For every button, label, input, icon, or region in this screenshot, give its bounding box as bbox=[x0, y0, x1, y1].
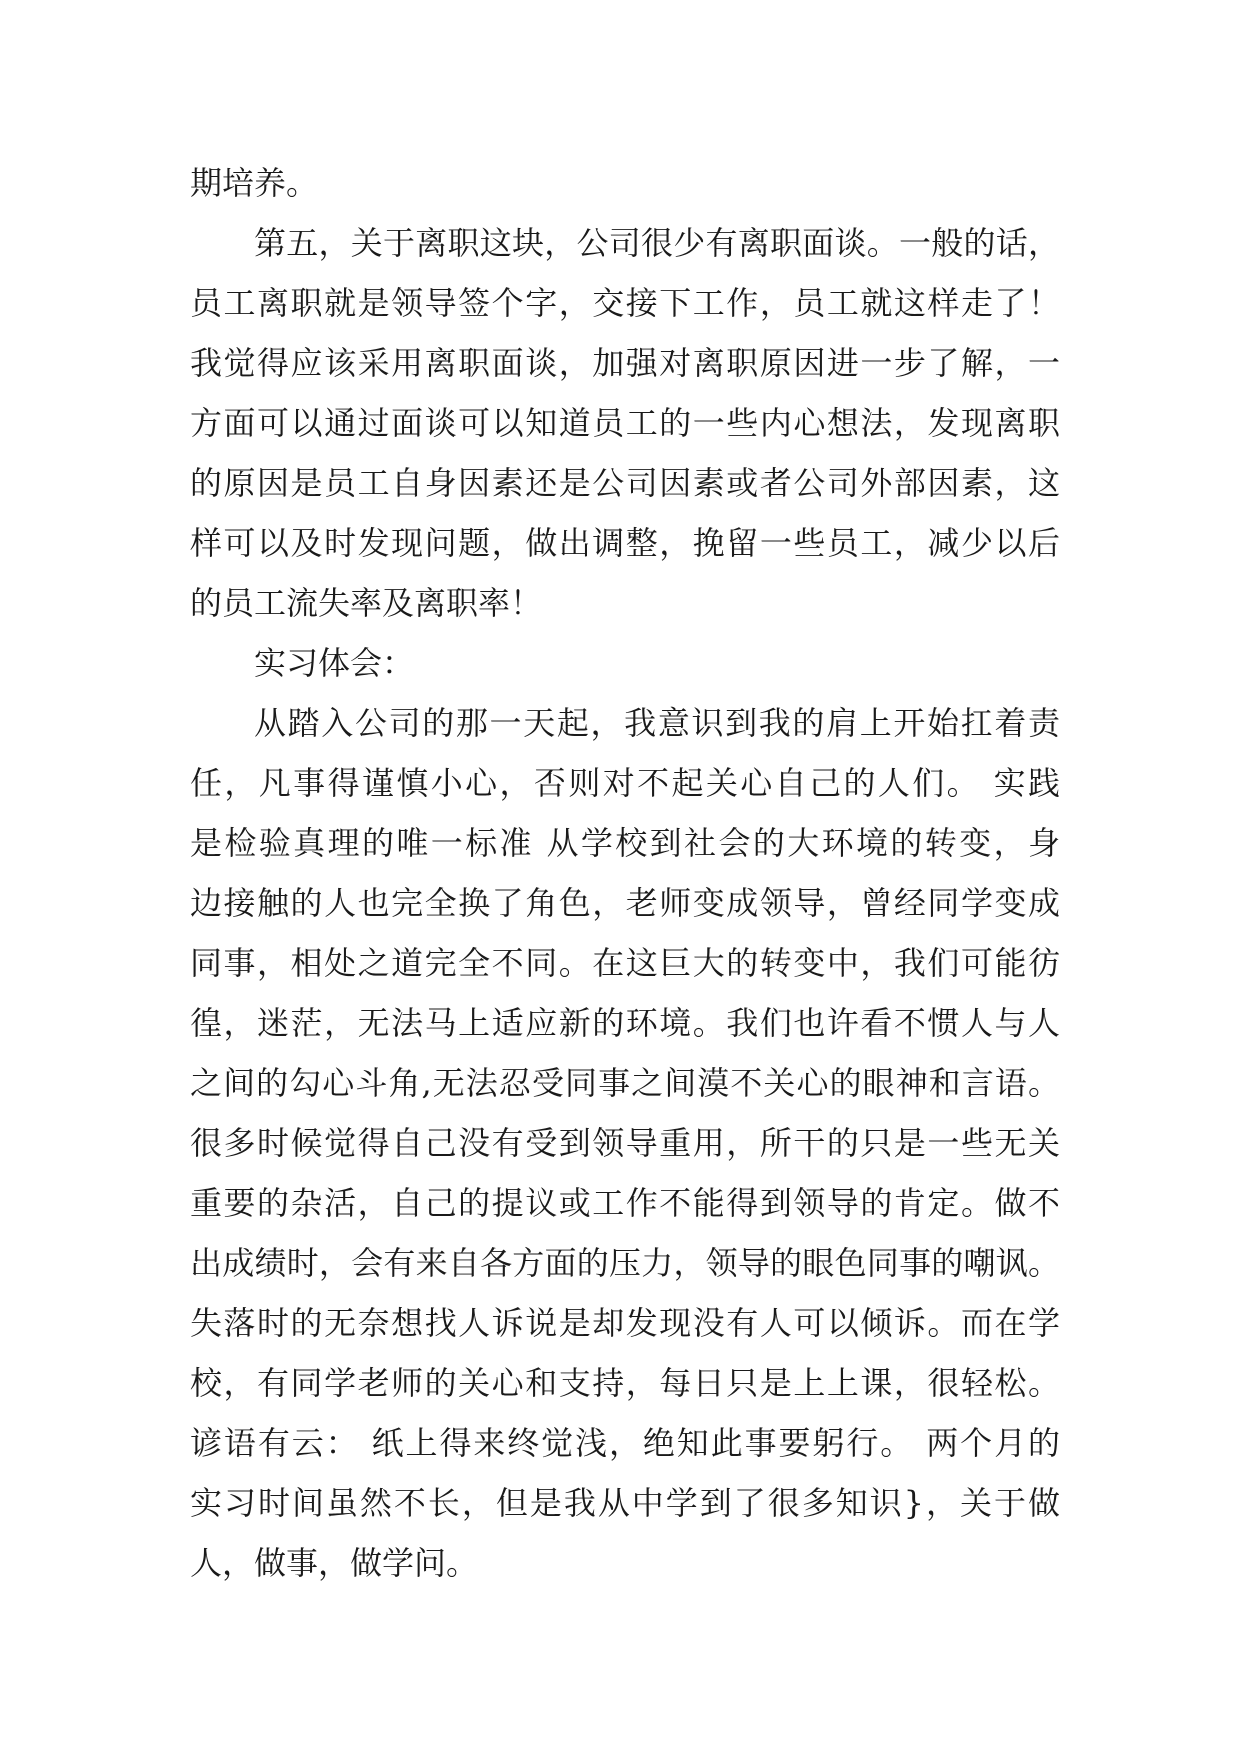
text-line: 出成绩时，会有来自各方面的压力，领导的眼色同事的嘲讽。 bbox=[190, 1244, 1060, 1282]
text-line: 我觉得应该采用离职面谈，加强对离职原因进一步了解，一 bbox=[190, 344, 1060, 382]
text-line: 样可以及时发现问题，做出调整，挽留一些员工，减少以后 bbox=[190, 524, 1060, 562]
text-line: 之间的勾心斗角,无法忍受同事之间漠不关心的眼神和言语。 bbox=[190, 1064, 1060, 1102]
body-text bbox=[190, 153, 1060, 1593]
text-line: 人，做事，做学问。 bbox=[190, 1544, 479, 1582]
text-line: 第五，关于离职这块，公司很少有离职面谈。一般的话， bbox=[254, 224, 1060, 262]
text-line: 校，有同学老师的关心和支持，每日只是上上课，很轻松。 bbox=[190, 1364, 1060, 1402]
text-line: 的原因是员工自身因素还是公司因素或者公司外部因素，这 bbox=[190, 464, 1060, 502]
text-line: 徨，迷茫，无法马上适应新的环境。我们也许看不惯人与人 bbox=[190, 1004, 1060, 1042]
text-line: 实习体会： bbox=[254, 644, 415, 682]
text-line: 实习时间虽然不长，但是我从中学到了很多知识}，关于做 bbox=[190, 1484, 1060, 1522]
text-line: 失落时的无奈想找人诉说是却发现没有人可以倾诉。而在学 bbox=[190, 1304, 1060, 1342]
text-line: 谚语有云： 纸上得来终觉浅，绝知此事要躬行。 两个月的 bbox=[190, 1424, 1060, 1462]
text-line: 是检验真理的唯一标准 从学校到社会的大环境的转变，身 bbox=[190, 824, 1060, 862]
text-line: 员工离职就是领导签个字，交接下工作，员工就这样走了！ bbox=[190, 284, 1060, 322]
text-line: 同事，相处之道完全不同。在这巨大的转变中，我们可能彷 bbox=[190, 944, 1060, 982]
text-line: 的员工流失率及离职率！ bbox=[190, 584, 543, 622]
text-line: 期培养。 bbox=[190, 164, 319, 202]
text-line: 边接触的人也完全换了角色，老师变成领导，曾经同学变成 bbox=[190, 884, 1060, 922]
text-line: 从踏入公司的那一天起，我意识到我的肩上开始扛着责 bbox=[254, 704, 1060, 742]
text-line: 任，凡事得谨慎小心，否则对不起关心自己的人们。 实践 bbox=[190, 764, 1060, 802]
text-line: 方面可以通过面谈可以知道员工的一些内心想法，发现离职 bbox=[190, 404, 1060, 442]
text-line: 重要的杂活，自己的提议或工作不能得到领导的肯定。做不 bbox=[190, 1184, 1060, 1222]
text-line: 很多时候觉得自己没有受到领导重用，所干的只是一些无关 bbox=[190, 1124, 1060, 1162]
